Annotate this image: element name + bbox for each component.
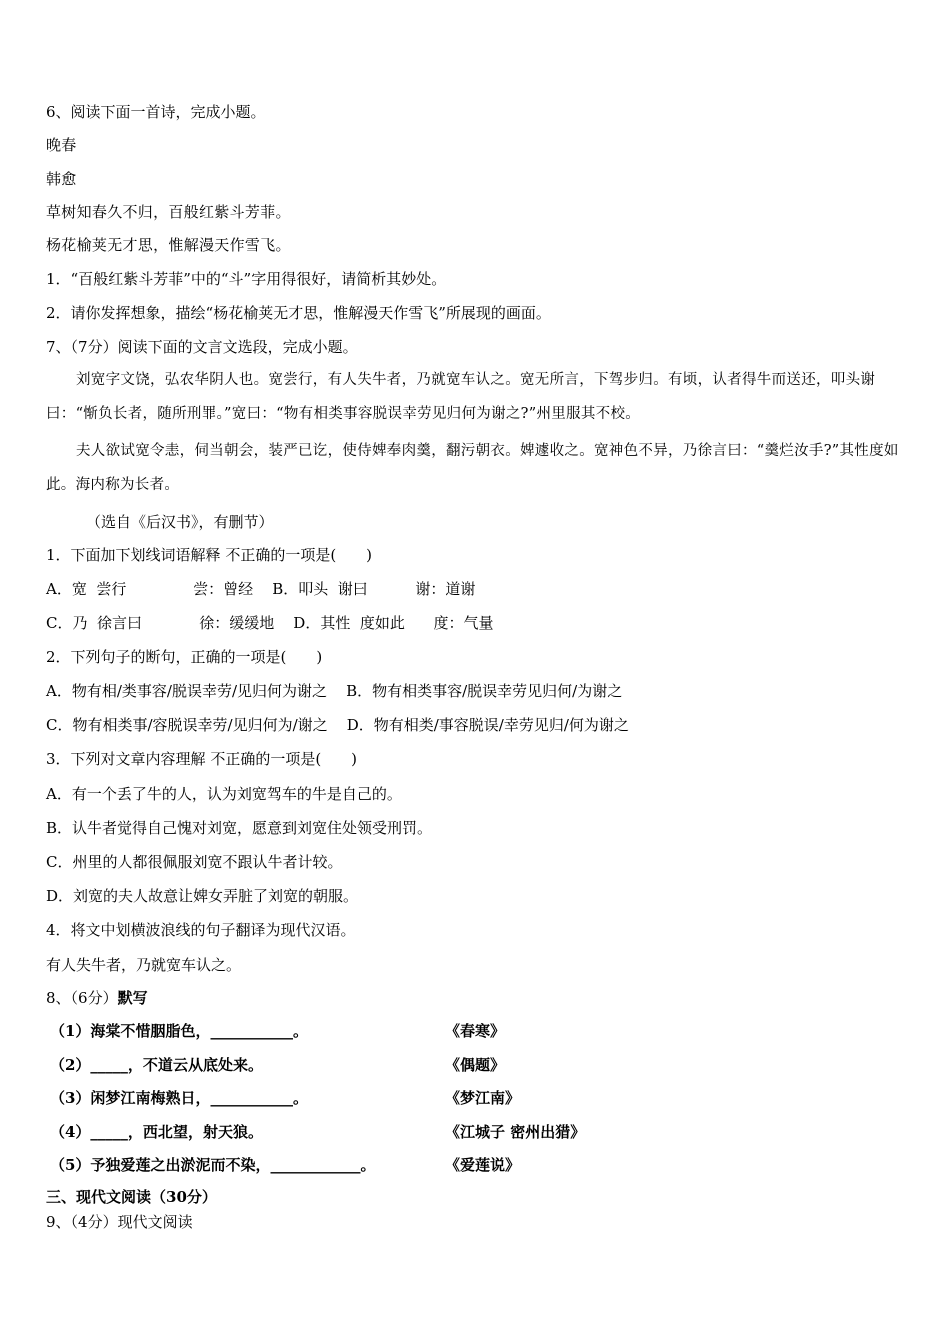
- poem-author: 韩愈: [46, 170, 77, 188]
- q8-header-title: 默写: [117, 989, 148, 1007]
- q8-item-source: 《江城子 密州出猎》: [445, 1123, 586, 1141]
- q8-item-5: [50, 1155, 920, 1175]
- q7-sub-question-1: 1．下面加下划线词语解释 不正确的一项是( ): [46, 546, 373, 564]
- q7-sub-question-4: 4．将文中划横波浪线的句子翻译为现代汉语。: [46, 921, 356, 939]
- q8-header-prefix: 8、（6分）: [46, 989, 118, 1007]
- q7-passage-paragraph-1: 刘宽字文饶，弘农华阴人也。宽尝行，有人失牛者，乃就宽车认之。宽无所言，下驾步归。有顷，认者得牛而送还，叩头谢曰：“惭负长者，随所刑罪。”宽曰：“物有相类事容脱误幸劳见归何为谢之?”州里服其不校。: [46, 372, 876, 422]
- q8-item-source: 《爱莲说》: [445, 1156, 521, 1174]
- q7-source: （选自《后汉书》，有删节）: [86, 513, 274, 531]
- q7-s3-option-c: C．州里的人都很佩服刘宽不跟认牛者计较。: [46, 853, 343, 871]
- q9-header: 9、（4分）现代文阅读: [46, 1213, 193, 1231]
- q8-item-source: 《春寒》: [445, 1022, 506, 1040]
- q8-item-4: [50, 1122, 920, 1142]
- q7-s4-sentence: 有人失牛者，乃就宽车认之。: [46, 956, 242, 974]
- poem-title: 晚春: [46, 136, 77, 154]
- q7-s1-options-cd: C．乃 徐言曰 徐：缓缓地 D．其性 度如此 度：气量: [46, 614, 494, 632]
- poem-line-1: 草树知春久不归，百般红紫斗芳菲。: [46, 203, 291, 221]
- q8-item-source: 《偶题》: [445, 1056, 506, 1074]
- poem-line-2: 杨花榆荚无才思，惟解漫天作雪飞。: [46, 236, 291, 254]
- q7-s3-option-b: B．认牛者觉得自己愧对刘宽，愿意到刘宽住处领受刑罚。: [46, 819, 433, 837]
- q6-header: 6、阅读下面一首诗，完成小题。: [46, 103, 266, 121]
- q7-s3-option-a: A．有一个丢了牛的人，认为刘宽驾车的牛是自己的。: [46, 785, 402, 803]
- q7-s2-options-cd: C．物有相类事/容脱误幸劳/见归何为/谢之 D．物有相类/事容脱误/幸劳见归/何为谢之: [46, 716, 629, 734]
- q8-item-text: （1）海棠不惜胭脂色，___________。: [50, 1022, 308, 1040]
- q8-item-1: [50, 1021, 920, 1041]
- q7-sub-question-3: 3．下列对文章内容理解 不正确的一项是( ): [46, 750, 358, 768]
- section-3-title: 三、现代文阅读（30分）: [46, 1188, 217, 1206]
- q7-s2-options-ab: A．物有相/类事容/脱误幸劳/见归何为谢之 B．物有相类事容/脱误幸劳见归何/为谢之: [46, 682, 623, 700]
- q7-passage-paragraph-2: 夫人欲试宽令恚，伺当朝会，装严已讫，使侍婢奉肉羹，翻污朝衣。婢遽收之。宽神色不异，乃徐言曰：“羹烂汝手?”其性度如此。海内称为长者。: [46, 443, 899, 493]
- q8-item-text: （2）_____，不道云从底处来。: [50, 1056, 263, 1074]
- q8-item-source: 《梦江南》: [445, 1089, 521, 1107]
- q8-item-text: （3）闲梦江南梅熟日，___________。: [50, 1089, 308, 1107]
- q8-item-text: （5）予独爱莲之出淤泥而不染，____________。: [50, 1156, 376, 1174]
- q8-item-3: [50, 1088, 920, 1108]
- q8-header: [46, 988, 920, 1008]
- q8-item-text: （4）_____，西北望，射天狼。: [50, 1123, 263, 1141]
- q7-s1-options-ab: A．宽 尝行 尝：曾经 B．叩头 谢曰 谢：道谢: [46, 580, 476, 598]
- q7-header: 7、（7分）阅读下面的文言文选段，完成小题。: [46, 338, 358, 356]
- q7-s3-option-d: D．刘宽的夫人故意让婢女弄脏了刘宽的朝服。: [46, 887, 359, 905]
- q6-sub-question-1: 1．“百般红紫斗芳菲”中的“斗”字用得很好，请简析其妙处。: [46, 270, 447, 288]
- q7-sub-question-2: 2．下列句子的断句，正确的一项是( ): [46, 648, 323, 666]
- q8-item-2: [50, 1055, 920, 1075]
- q6-sub-question-2: 2．请你发挥想象，描绘“杨花榆荚无才思，惟解漫天作雪飞”所展现的画面。: [46, 304, 551, 322]
